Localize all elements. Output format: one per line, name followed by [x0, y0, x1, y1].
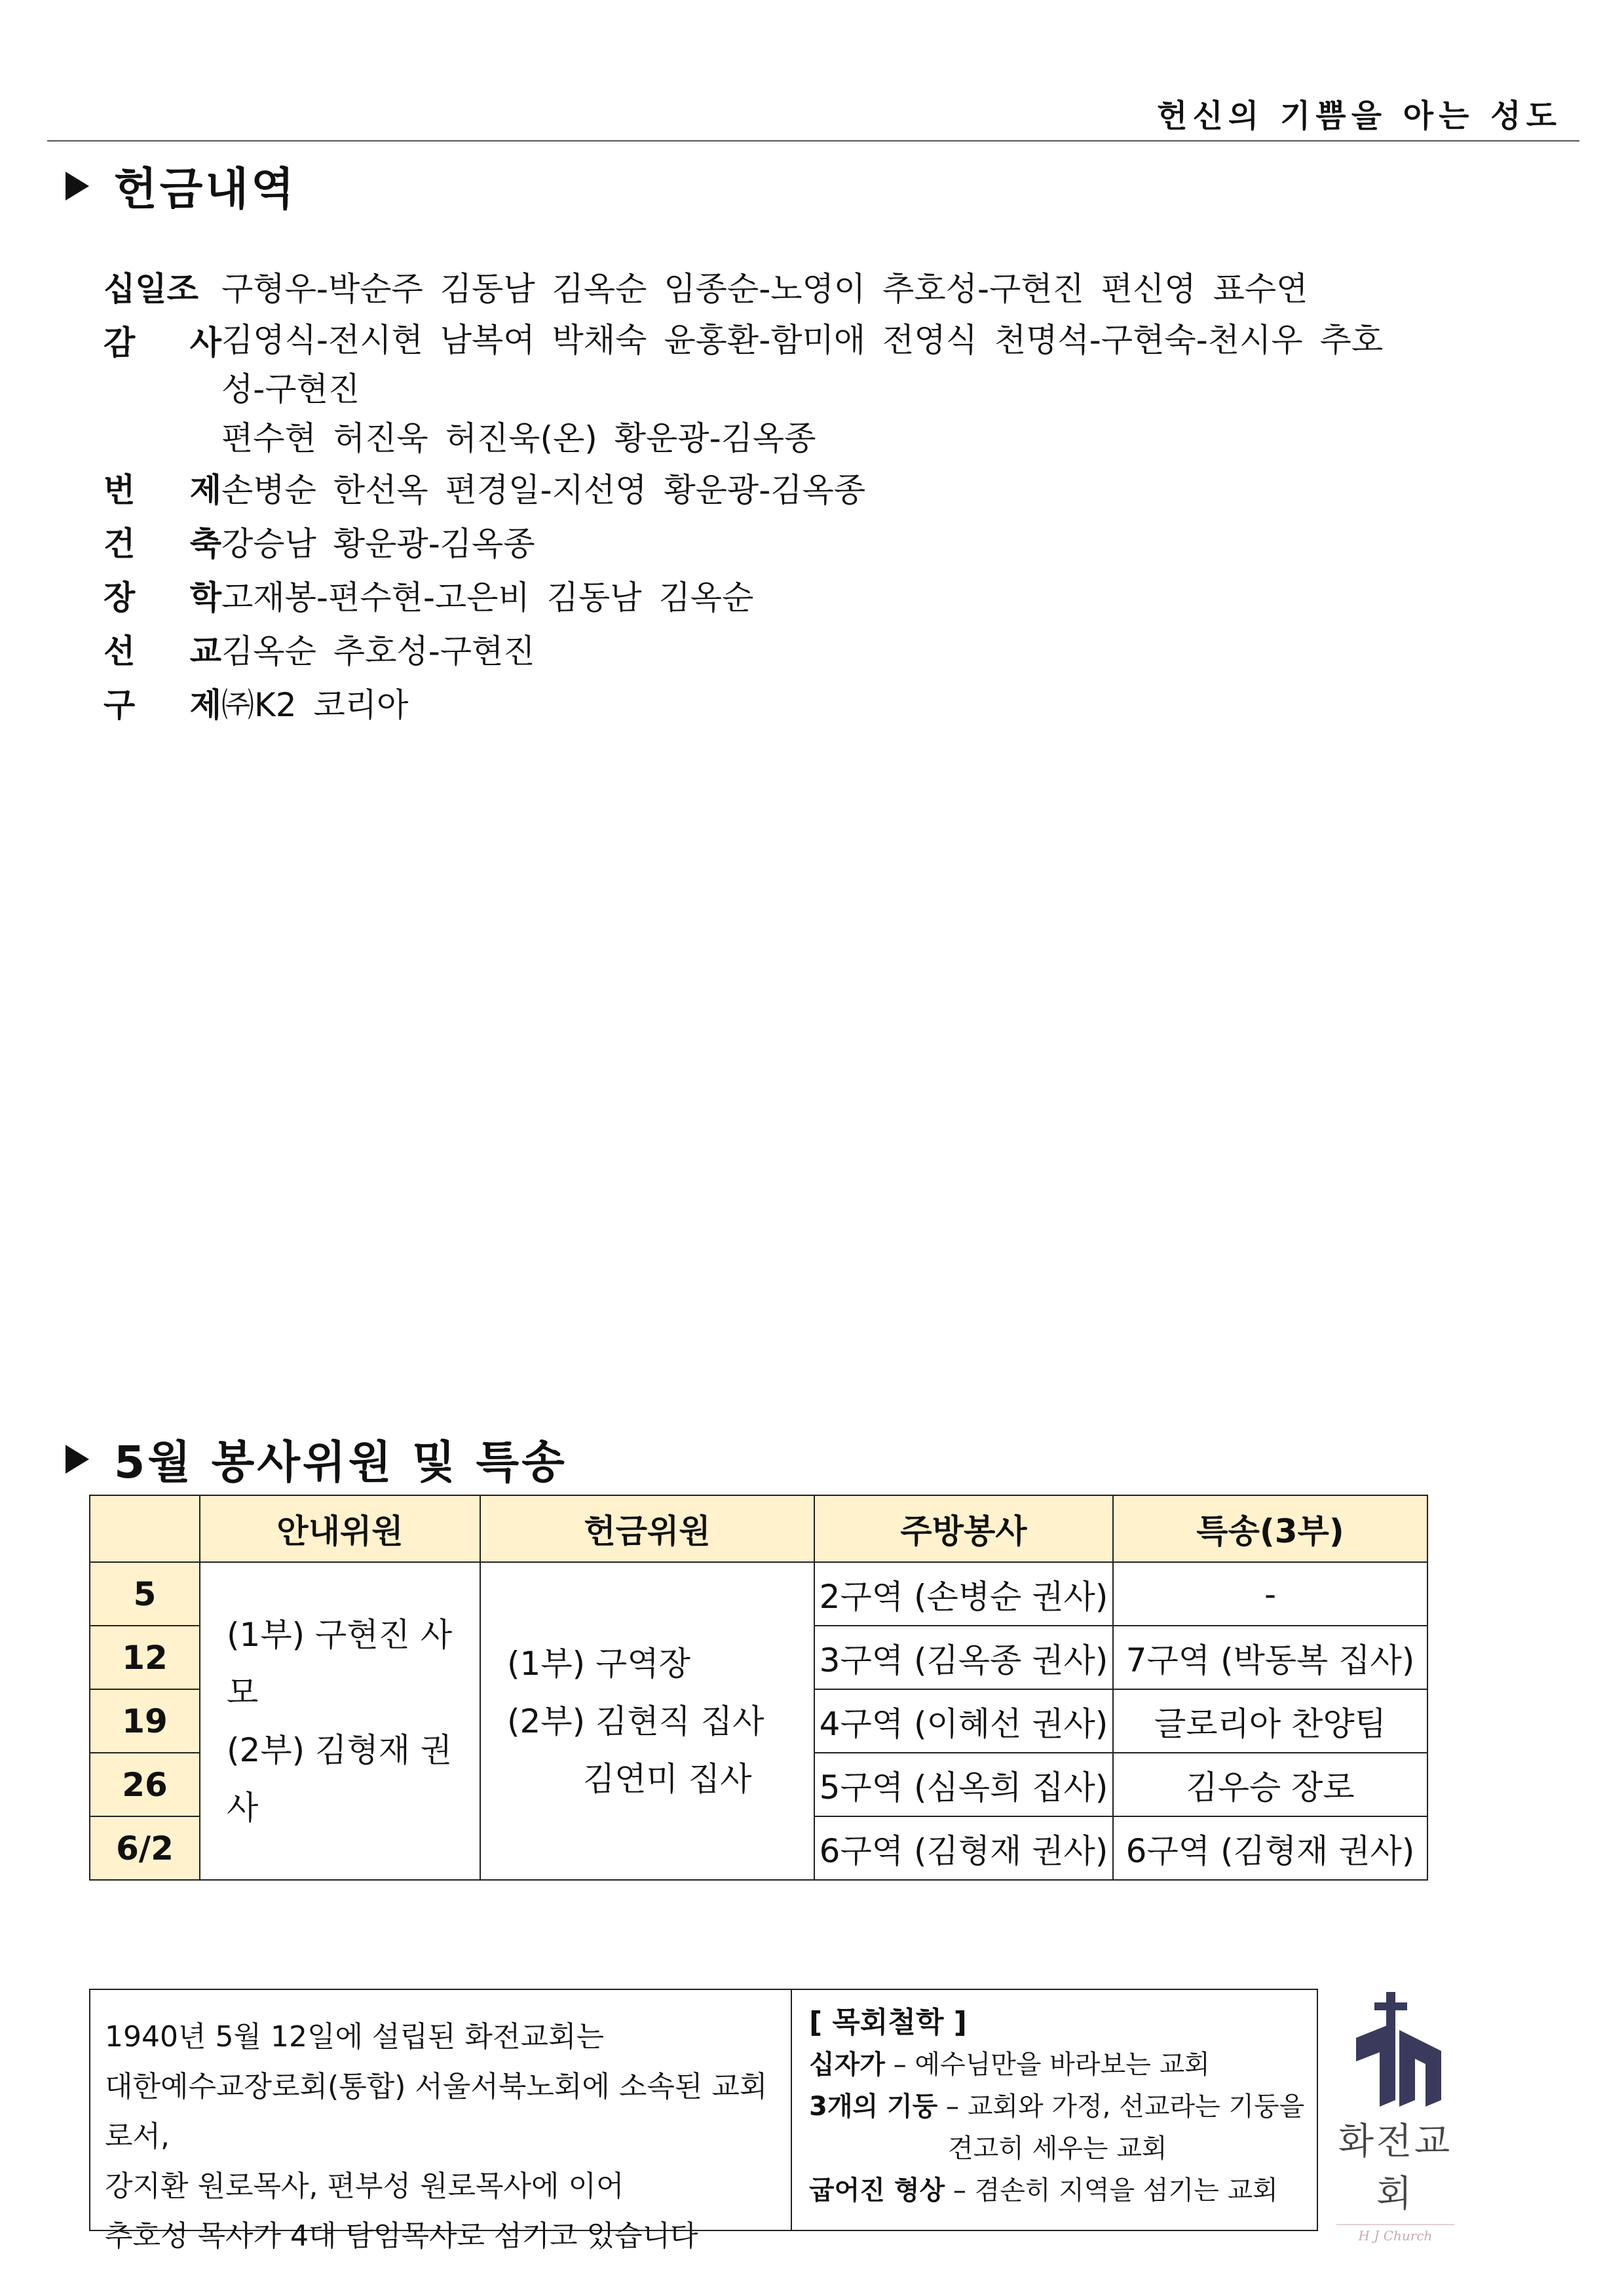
offering-row-relief	[104, 678, 1414, 732]
offering-label: 구 제	[104, 686, 221, 724]
offering-names: 고재봉-편수현-고은비 김동남 김옥순	[221, 579, 754, 617]
date-cell: 26	[90, 1753, 200, 1816]
offering-names	[221, 316, 1401, 463]
philosophy-item	[809, 2044, 1317, 2086]
offering-names: 김옥순 추호성-구현진	[221, 632, 535, 670]
history-line: 대한예수교장로회(통합) 서울서북노회에 소속된 교회로서,	[105, 2070, 768, 2153]
kitchen-cell: 4구역 (이혜선 권사)	[814, 1689, 1113, 1753]
ministry-philosophy	[792, 1990, 1317, 2230]
header-cell-offering: 헌금위원	[480, 1495, 814, 1562]
date-cell: 5	[90, 1562, 200, 1626]
offering-label: 장 학	[104, 579, 221, 617]
offering-section-title	[66, 154, 297, 218]
philosophy-key: 3개의 기둥	[809, 2092, 938, 2122]
date-cell: 12	[90, 1626, 200, 1689]
offering-label: 감 사	[104, 324, 221, 362]
logo-text: 화전교회	[1338, 2120, 1453, 2215]
usher-line: (2부) 김형재 권사	[227, 1731, 453, 1827]
offering-row-thanks	[104, 316, 1414, 463]
special-cell: 글로리아 찬양팀	[1113, 1689, 1427, 1753]
offering-row-burnt	[104, 463, 1414, 517]
offering-names: ㈜K2 코리아	[221, 686, 409, 724]
service-table-header	[90, 1495, 1427, 1562]
logo-subtext: H J Church	[1336, 2224, 1454, 2244]
offering-names: 구형우-박순주 김동남 김옥순 임종순-노영이 추호성-구현진 편신영 표수연	[221, 270, 1308, 308]
offering-committee-cell	[480, 1562, 814, 1880]
header-divider	[47, 140, 1579, 142]
philosophy-key: 십자가	[809, 2050, 885, 2080]
offering-label: 번 제	[104, 471, 221, 509]
triangle-bullet-icon	[66, 1445, 89, 1474]
header-cell-special: 특송(3부)	[1113, 1495, 1427, 1562]
history-line: 추호성 목사가 4대 담임목사로 섬기고 있습니다	[105, 2219, 698, 2253]
committee-line: (1부) 구역장	[507, 1644, 690, 1683]
philosophy-text: 견고히 세우는 교회	[948, 2133, 1167, 2164]
triangle-bullet-icon	[66, 172, 89, 201]
offering-names-line: 편수현 허진욱 허진욱(온) 황운광-김옥종	[221, 419, 816, 457]
history-line: 1940년 5월 12일에 설립된 화전교회는	[105, 2020, 604, 2054]
header-cell-usher: 안내위원	[200, 1495, 480, 1562]
philosophy-title: [ 목회철학 ]	[809, 2006, 967, 2039]
special-cell: -	[1113, 1562, 1427, 1626]
date-cell: 6/2	[90, 1816, 200, 1880]
special-cell: 7구역 (박동복 집사)	[1113, 1626, 1427, 1689]
header-cell-kitchen: 주방봉사	[814, 1495, 1113, 1562]
offering-title: 헌금내역	[114, 164, 297, 216]
service-section-title	[66, 1427, 567, 1491]
offering-label: 선 교	[104, 632, 221, 670]
kitchen-cell: 2구역 (손병순 권사)	[814, 1562, 1113, 1626]
history-line: 강지환 원로목사, 편부성 원로목사에 이어	[105, 2170, 624, 2203]
philosophy-text: – 교회와 가정, 선교라는 기둥을	[946, 2092, 1305, 2122]
offering-row-mission	[104, 624, 1414, 678]
committee-line: (2부) 김현직 집사	[507, 1702, 765, 1740]
philosophy-text: – 겸손히 지역을 섬기는 교회	[953, 2175, 1278, 2206]
offering-names-line: 김영식-전시현 남복여 박채숙 윤홍환-함미애 전영식 천명석-구현숙-천시우 추호성-구현진	[221, 321, 1384, 408]
offering-names: 손병순 한선옥 편경일-지선영 황운광-김옥종	[221, 471, 866, 509]
philosophy-key: 굽어진 형상	[809, 2175, 945, 2206]
offering-label: 건 축	[104, 525, 221, 563]
usher-line: (1부) 구현진 사모	[227, 1615, 453, 1712]
header-motto: 헌신의 기쁨을 아는 성도	[1157, 98, 1562, 134]
service-title: 5월 봉사위원 및 특송	[114, 1437, 567, 1489]
church-cross-logo-icon	[1343, 1992, 1448, 2110]
philosophy-item	[809, 2170, 1317, 2211]
committee-line: 김연미 집사	[583, 1759, 752, 1798]
offering-row-building	[104, 517, 1414, 571]
philosophy-item	[809, 2086, 1317, 2128]
header-cell-empty	[90, 1495, 200, 1562]
date-cell: 19	[90, 1689, 200, 1753]
offering-row-tithe	[104, 262, 1414, 316]
church-about-box	[89, 1989, 1318, 2253]
church-logo	[1330, 1992, 1461, 2244]
table-row	[90, 1562, 1427, 1626]
church-history	[90, 1990, 792, 2253]
offering-list	[104, 262, 1414, 732]
kitchen-cell: 6구역 (김형재 권사)	[814, 1816, 1113, 1880]
philosophy-text: – 예수님만을 바라보는 교회	[893, 2050, 1210, 2080]
offering-names: 강승남 황운광-김옥종	[221, 525, 535, 563]
service-table	[89, 1495, 1428, 1881]
offering-row-scholarship	[104, 571, 1414, 624]
usher-cell	[200, 1562, 480, 1880]
offering-label: 십일조	[104, 270, 198, 308]
special-cell: 6구역 (김형재 권사)	[1113, 1816, 1427, 1880]
philosophy-item	[809, 2128, 1317, 2170]
kitchen-cell: 3구역 (김옥종 권사)	[814, 1626, 1113, 1689]
special-cell: 김우승 장로	[1113, 1753, 1427, 1816]
kitchen-cell: 5구역 (심옥희 집사)	[814, 1753, 1113, 1816]
